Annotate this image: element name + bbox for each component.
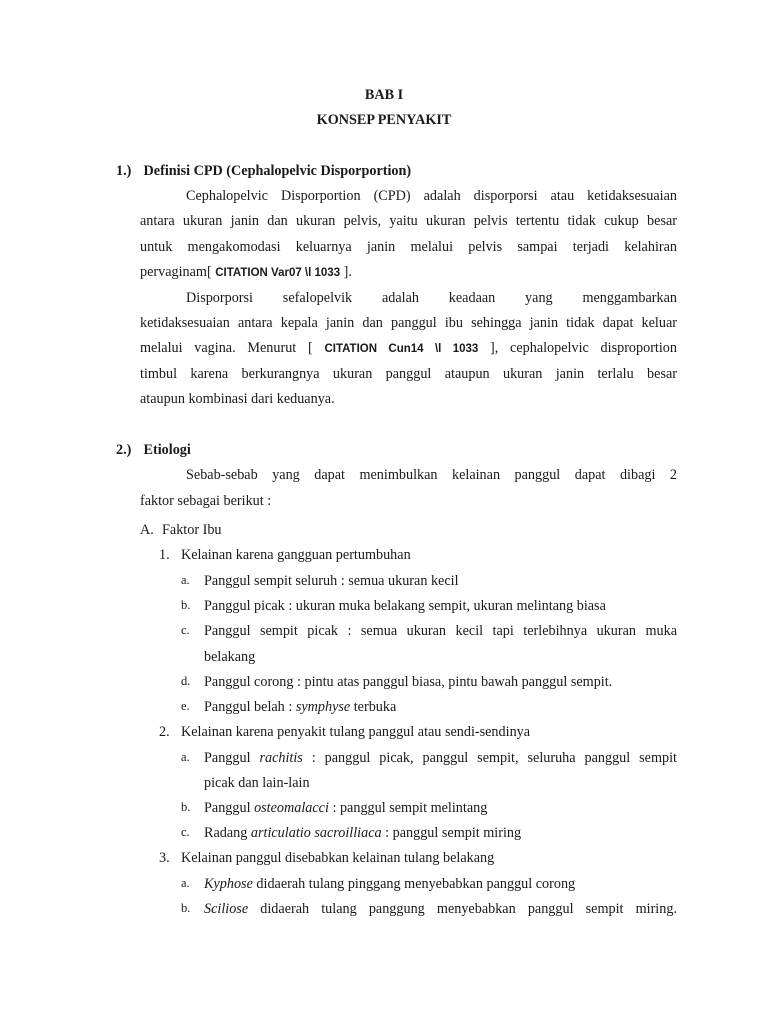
- text-fragment: Panggul: [204, 750, 260, 766]
- section-heading-text: Definisi CPD (Cephalopelvic Disporportion): [143, 163, 412, 179]
- paragraph-line: [140, 264, 352, 281]
- text-fragment: terbuka: [350, 699, 397, 715]
- text-fragment: ], cephalopelvic disproportion: [478, 340, 677, 356]
- list-item: Kelainan panggul disebabkan kelainan tulang belakang: [181, 850, 495, 866]
- paragraph-line: faktor sebagai berikut :: [140, 493, 272, 509]
- paragraph-line: antara ukuran janin dan ukuran pelvis, yaitu ukuran pelvis tertentu tidak cukup besar: [140, 213, 677, 229]
- paragraph-line: Disporporsi sefalopelvik adalah keadaan yang menggambarkan: [186, 290, 677, 306]
- italic-term: articulatio sacroilliaca: [250, 825, 382, 841]
- text-fragment: : panggul sempit melintang: [328, 800, 488, 816]
- italic-term: Sciliose: [204, 901, 249, 917]
- list-item: [204, 800, 487, 817]
- list-item: Faktor Ibu: [162, 522, 222, 538]
- list-marker: 2.: [159, 724, 170, 740]
- chapter-number: BAB I: [364, 87, 404, 103]
- section-number: 1.): [116, 163, 132, 179]
- text-fragment: didaerah tulang pinggang menyebabkan panggul corong: [252, 876, 576, 892]
- list-item: [204, 901, 677, 918]
- italic-term: Kyphose: [204, 876, 253, 892]
- italic-term: symphyse: [295, 699, 351, 715]
- chapter-title: KONSEP PENYAKIT: [316, 112, 452, 128]
- list-marker: c.: [181, 623, 190, 637]
- paragraph-line: Sebab-sebab yang dapat menimbulkan kelainan panggul dapat dibagi 2: [186, 467, 677, 483]
- list-item: Panggul picak : ukuran muka belakang sempit, ukuran melintang biasa: [204, 598, 606, 614]
- text-fragment: : panggul picak, panggul sempit, seluruha panggul sempit: [302, 750, 677, 766]
- citation-field: CITATION Var07 \l 1033: [215, 267, 341, 279]
- text-fragment: melalui vagina. Menurut [: [140, 340, 325, 356]
- list-marker: a.: [181, 876, 190, 890]
- text-fragment: : panggul sempit miring: [381, 825, 522, 841]
- list-item: Panggul sempit picak : semua ukuran kecil tapi terlebihnya ukuran muka: [204, 623, 677, 639]
- italic-term: osteomalacci: [254, 800, 329, 816]
- section-heading-definisi: [116, 163, 411, 180]
- paragraph-line: [140, 340, 677, 357]
- italic-term: rachitis: [259, 750, 303, 766]
- list-marker: e.: [181, 699, 190, 713]
- paragraph-line: untuk mengakomodasi keluarnya janin melalui pelvis sampai terjadi kelahiran: [140, 239, 677, 255]
- list-marker: b.: [181, 800, 191, 814]
- list-item: [204, 699, 396, 716]
- list-item: Panggul sempit seluruh : semua ukuran kecil: [204, 573, 459, 589]
- list-item: [204, 825, 521, 842]
- paragraph-line: Cephalopelvic Disporportion (CPD) adalah disporporsi atau ketidaksesuaian: [186, 188, 677, 204]
- list-marker: 1.: [159, 547, 170, 563]
- text-fragment: Panggul belah :: [204, 699, 296, 715]
- list-marker: b.: [181, 901, 191, 915]
- list-item-continuation: picak dan lain-lain: [204, 775, 310, 791]
- list-marker: 3.: [159, 850, 170, 866]
- list-marker: a.: [181, 573, 190, 587]
- citation-field: CITATION Cun14 \l 1033: [324, 343, 479, 355]
- paragraph-line: ketidaksesuaian antara kepala janin dan panggul ibu sehingga janin tidak dapat keluar: [140, 315, 677, 331]
- list-item: Panggul corong : pintu atas panggul biasa, pintu bawah panggul sempit.: [204, 674, 613, 690]
- list-item: Kelainan karena gangguan pertumbuhan: [181, 547, 411, 563]
- paragraph-line: ataupun kombinasi dari keduanya.: [140, 391, 335, 407]
- section-heading-etiologi: [116, 442, 191, 459]
- list-item-continuation: belakang: [204, 649, 256, 665]
- list-marker: b.: [181, 598, 191, 612]
- section-heading-text: Etiologi: [143, 442, 191, 458]
- list-item: [204, 750, 677, 767]
- section-number: 2.): [116, 442, 132, 458]
- text-fragment: Panggul: [204, 800, 255, 816]
- list-marker: A.: [140, 522, 154, 538]
- list-item: Kelainan karena penyakit tulang panggul atau sendi-sendinya: [181, 724, 531, 740]
- text-fragment: pervaginam[: [140, 264, 216, 280]
- list-marker: d.: [181, 674, 191, 688]
- list-item: [204, 876, 575, 893]
- text-fragment: didaerah tulang panggung menyebabkan panggul sempit miring.: [248, 901, 677, 917]
- text-fragment: Radang: [204, 825, 251, 841]
- text-fragment: ].: [340, 264, 352, 280]
- list-marker: a.: [181, 750, 190, 764]
- list-marker: c.: [181, 825, 190, 839]
- paragraph-line: timbul karena berkurangnya ukuran panggul ataupun ukuran janin terlalu besar: [140, 366, 677, 382]
